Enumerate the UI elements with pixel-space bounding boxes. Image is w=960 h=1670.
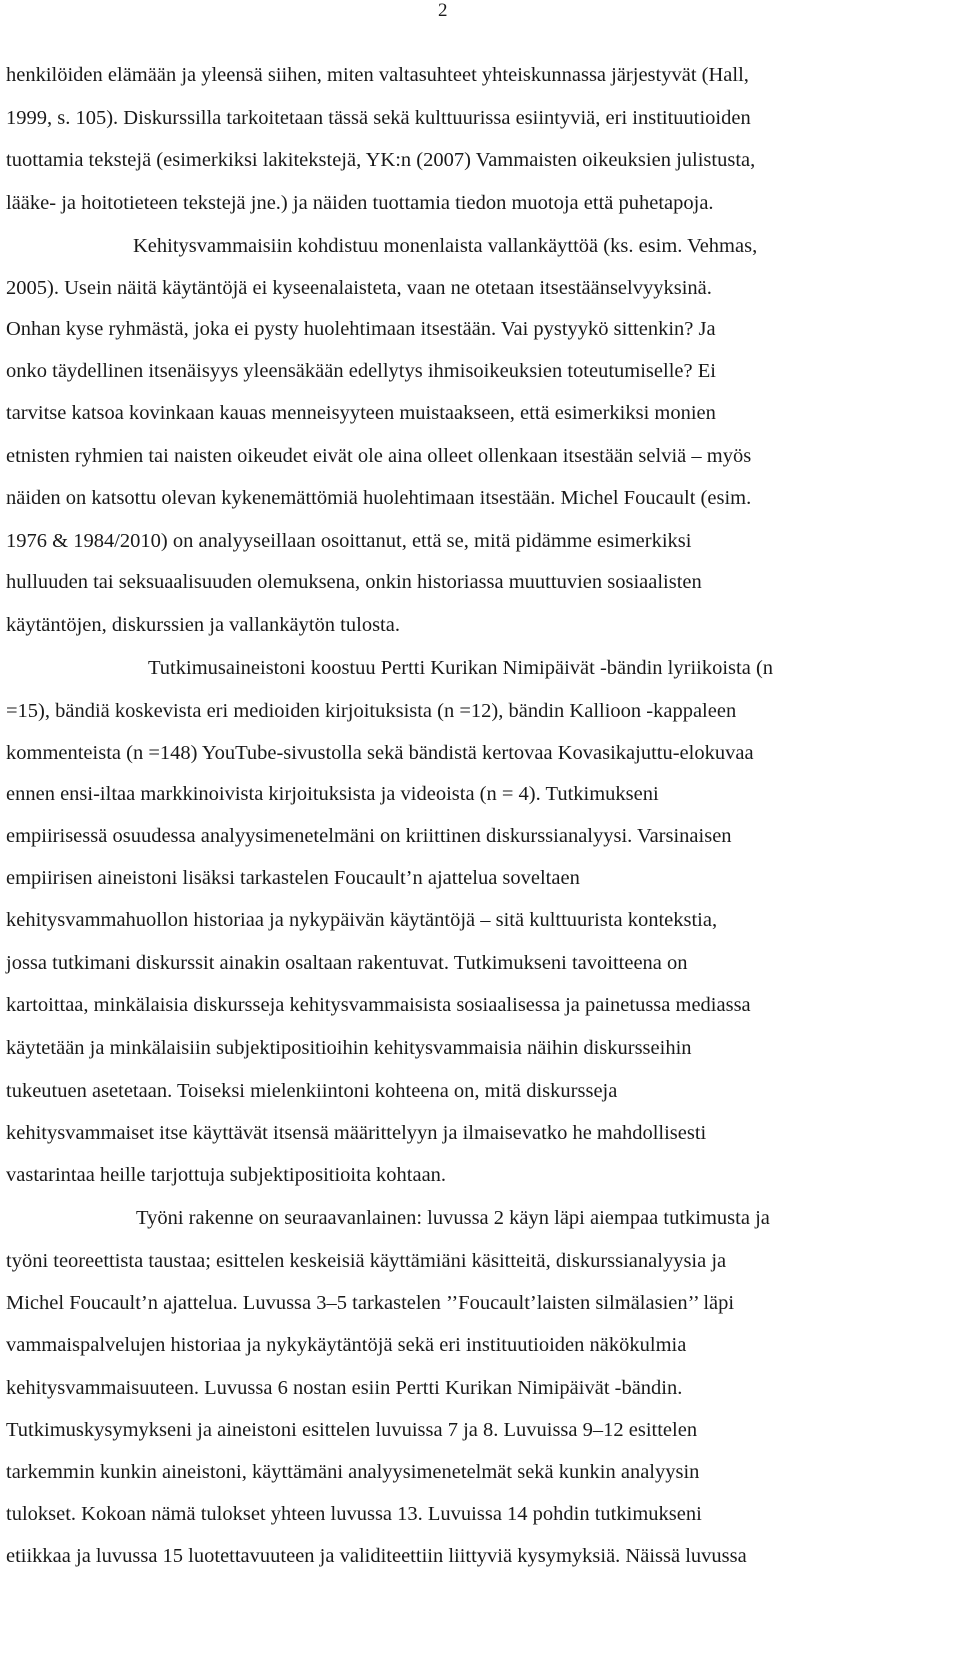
text-line: kehitysvammahuollon historiaa ja nykypäivän käytäntöjä – sitä kulttuurista kontekstia, bbox=[6, 909, 718, 931]
text-line: Michel Foucault’n ajattelua. Luvussa 3–5 tarkastelen ’’Foucault’laisten silmälasien’’ läpi bbox=[6, 1292, 735, 1314]
text-line: hulluuden tai seksuaalisuuden olemuksena, onkin historiassa muuttuvien sosiaalisten bbox=[6, 571, 702, 593]
text-line: Kehitysvammaisiin kohdistuu monenlaista vallankäyttöä (ks. esim. Vehmas, bbox=[133, 235, 758, 257]
text-line: ennen ensi-iltaa markkinoivista kirjoituksista ja videoista (n = 4). Tutkimukseni bbox=[6, 783, 659, 805]
text-line: empiirisessä osuudessa analyysimenetelmäni on kriittinen diskurssianalyysi. Varsinaisen bbox=[6, 825, 732, 847]
text-line: tukeutuen asetetaan. Toiseksi mielenkiintoni kohteena on, mitä diskursseja bbox=[6, 1080, 618, 1102]
text-line: kommenteista (n =148) YouTube-sivustolla sekä bändistä kertovaa Kovasikajuttu-elokuvaa bbox=[6, 742, 754, 764]
text-line: 2005). Usein näitä käytäntöjä ei kyseenalaisteta, vaan ne otetaan itsestäänselvyyksinä. bbox=[6, 277, 712, 299]
text-line: vammaispalvelujen historiaa ja nykykäytäntöjä sekä eri instituutioiden näkökulmia bbox=[6, 1334, 687, 1356]
text-line: tuottamia tekstejä (esimerkiksi lakitekstejä, YK:n (2007) Vammaisten oikeuksien julistusta, bbox=[6, 149, 756, 171]
text-line: =15), bändiä koskevista eri medioiden kirjoituksista (n =12), bändin Kallioon -kappaleen bbox=[6, 700, 737, 722]
text-line: lääke- ja hoitotieteen tekstejä jne.) ja näiden tuottamia tiedon muotoja että puhetapoja. bbox=[6, 192, 714, 214]
text-line: jossa tutkimani diskurssit ainakin osaltaan rakentuvat. Tutkimukseni tavoitteena on bbox=[6, 952, 688, 974]
text-line: Tutkimusaineistoni koostuu Pertti Kurikan Nimipäivät -bändin lyriikoista (n bbox=[148, 657, 774, 679]
text-line: Onhan kyse ryhmästä, joka ei pysty huolehtimaan itsestään. Vai pystyykö sittenkin? Ja bbox=[6, 318, 716, 340]
text-line: käytetään ja minkälaisiin subjektipositioihin kehitysvammaisia näihin diskursseihin bbox=[6, 1037, 692, 1059]
text-line: vastarintaa heille tarjottuja subjektipositioita kohtaan. bbox=[6, 1164, 447, 1186]
text-line: kehitysvammaiset itse käyttävät itsensä määrittelyyn ja ilmaisevatko he mahdollisesti bbox=[6, 1122, 707, 1144]
text-line: 1999, s. 105). Diskurssilla tarkoitetaan tässä sekä kulttuurissa esiintyviä, eri instituutioiden bbox=[6, 107, 751, 129]
text-line: etnisten ryhmien tai naisten oikeudet eivät ole aina olleet ollenkaan itsestään selviä – myös bbox=[6, 445, 752, 467]
text-line: kehitysvammaisuuteen. Luvussa 6 nostan esiin Pertti Kurikan Nimipäivät -bändin. bbox=[6, 1377, 683, 1399]
text-line: Tutkimuskysymykseni ja aineistoni esittelen luvuissa 7 ja 8. Luvuissa 9–12 esittelen bbox=[6, 1419, 698, 1441]
text-line: empiirisen aineistoni lisäksi tarkastelen Foucault’n ajattelua soveltaen bbox=[6, 867, 580, 889]
text-line: tulokset. Kokoan nämä tulokset yhteen luvussa 13. Luvuissa 14 pohdin tutkimukseni bbox=[6, 1503, 702, 1525]
text-line: käytäntöjen, diskurssien ja vallankäytön tulosta. bbox=[6, 614, 400, 636]
text-line: onko täydellinen itsenäisyys yleensäkään edellytys ihmisoikeuksien toteutumiselle? Ei bbox=[6, 360, 716, 382]
text-line: työni teoreettista taustaa; esittelen keskeisiä käyttämiäni käsitteitä, diskurssianalyysia ja bbox=[6, 1250, 727, 1272]
text-line: kartoittaa, minkälaisia diskursseja kehitysvammaisista sosiaalisessa ja painetussa mediassa bbox=[6, 994, 751, 1016]
text-line: Työni rakenne on seuraavanlainen: luvussa 2 käyn läpi aiempaa tutkimusta ja bbox=[136, 1207, 770, 1229]
text-line: 1976 & 1984/2010) on analyyseillaan osoittanut, että se, mitä pidämme esimerkiksi bbox=[6, 530, 692, 552]
text-line: näiden on katsottu olevan kykenemättömiä huolehtimaan itsestään. Michel Foucault (esim. bbox=[6, 487, 752, 509]
text-line: tarkemmin kunkin aineistoni, käyttämäni analyysimenetelmät sekä kunkin analyysin bbox=[6, 1461, 700, 1483]
page-number: 2 bbox=[438, 0, 448, 21]
text-line: etiikkaa ja luvussa 15 luotettavuuteen ja validiteettiin liittyviä kysymyksiä. Näissä luvussa bbox=[6, 1545, 747, 1567]
text-line: tarvitse katsoa kovinkaan kauas menneisyyteen muistaakseen, että esimerkiksi monien bbox=[6, 402, 716, 424]
text-line: henkilöiden elämään ja yleensä siihen, miten valtasuhteet yhteiskunnassa järjestyvät (Hall, bbox=[6, 64, 749, 86]
